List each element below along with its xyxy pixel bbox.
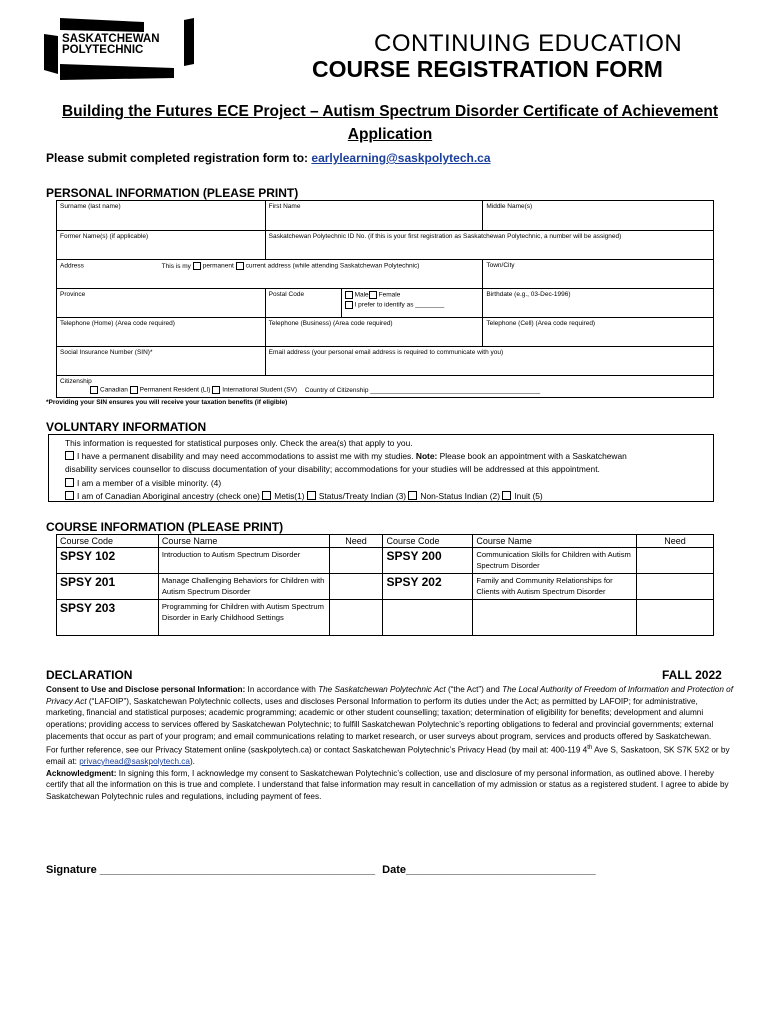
female-checkbox[interactable] — [369, 291, 377, 299]
telephone-business-field[interactable]: Telephone (Business) (Area code required) — [265, 318, 483, 347]
submit-email-link[interactable]: earlylearning@saskpolytech.ca — [311, 151, 491, 165]
logo-line1: SASKATCHEWAN — [62, 33, 160, 45]
prefer-identify-checkbox[interactable] — [345, 301, 353, 309]
aboriginal-checkbox[interactable] — [65, 491, 74, 500]
need-checkbox-spsy102[interactable] — [329, 548, 383, 574]
course-info-heading: COURSE INFORMATION (PLEASE PRINT) — [46, 520, 284, 534]
disability-checkbox[interactable] — [65, 451, 74, 460]
header-continuing-education: CONTINUING EDUCATION — [374, 30, 683, 57]
province-field[interactable]: Province — [57, 289, 266, 318]
current-address-checkbox[interactable] — [236, 262, 244, 270]
voluntary-info-box: This information is requested for statistical purposes only. Check the area(s) that apply to you. I have a permanent disability and may need accommodations to assist me with my studies. Note: Please book an appointment with a Saskatchewan disability services counsellor to discuss documentation of your disability; accommodations for your studies will be addressed at this appointment. I am a member of a visible minority. (4) I am of Canadian Aboriginal ancestry (check one) Metis(1) Status/Treaty Indian (3) Non-Status Indian (2) Inuit (5) — [48, 434, 714, 502]
male-checkbox[interactable] — [345, 291, 353, 299]
course-code: SPSY 202 — [383, 574, 473, 600]
address-field[interactable]: Address This is my permanent current address (while attending Saskatchewan Polytechnic) — [57, 260, 483, 289]
birthdate-field[interactable]: Birthdate (e.g., 03-Dec-1996) — [483, 289, 714, 318]
table-row — [57, 548, 714, 574]
status-indian-checkbox[interactable] — [307, 491, 316, 500]
international-student-checkbox[interactable] — [212, 386, 220, 394]
course-code: SPSY 201 — [57, 574, 159, 600]
declaration-text: Consent to Use and Disclose personal Information: In accordance with The Saskatchewan Polytechnic Act (“the Act”) and The Local Authority of Freedom of Information and Protection of Privacy Act (“LAFOIP”), Saskatchewan Polytechnic collects, uses and discloses Personal Information to perform its duties under the Act; as permitted by LAFOIP; for administrative, marketing, financial and statistical purposes; academic programming; academic or other student counselling; taxation; determination of eligibility for benefits; development and alumni operations; providing access to services offered by Saskatchewan Polytechnic; to fulfill Saskatchewan Polytechnic’s reporting obligations to federal and provincial governments; external placements that occur as part of your program; and email communications relating to market research, or user surveys about program, services and products offered by Saskatchewan. For further reference, see our Privacy Statement online (saskpolytech.ca) or contact Saskatchewan Polytechnic’s Privacy Head (by mail at: 400-119 4th Ave S, Saskatoon, SK S7K 5X2 or by email at: privacyhead@saskpolytech.ca). Acknowledgment: In signing this form, I acknowledge my consent to Saskatchewan Polytechnic’s collection, use and disclosure of my personal information, as outlined above. I hereby certify that all the information on this is true and complete. I understand that false information may result in cancellation of my admission or status as a registered student. I agree to abide by Saskatchewan Polytechnic rules and regulations, including payment of fees. — [46, 685, 733, 802]
first-name-field[interactable]: First Name — [265, 201, 483, 231]
course-name: Programming for Children with Autism Spectrum Disorder in Early Childhood Settings — [158, 600, 329, 636]
date-line[interactable]: Date_______________________________ — [382, 864, 596, 876]
course-code: SPSY 200 — [383, 548, 473, 574]
town-city-field[interactable]: Town/City — [483, 260, 714, 289]
permanent-resident-checkbox[interactable] — [130, 386, 138, 394]
metis-checkbox[interactable] — [262, 491, 271, 500]
privacy-email-link[interactable]: privacyhead@saskpolytech.ca — [79, 756, 190, 766]
gender-field: Male Female I prefer to identify as ________ — [341, 289, 483, 318]
course-table: Course Code Course Name Need Course Code Course Name Need SPSY 102 Introduction to Autism Spectrum Disorder SPSY 200 Communication Skills for Children with Autism Spectrum Disorder SPSY 201 Manage Challenging Behaviors for Children with Autism Spectrum Disorder SPSY 202 Family and Community Relationships for Clients with Autism Spectrum Disorder SPSY 203 Programming for Children with Autism Spectrum Disorder in Early Childhood Settings — [56, 534, 714, 636]
non-status-indian-checkbox[interactable] — [408, 491, 417, 500]
term-label: FALL 2022 — [662, 668, 722, 682]
student-id-field[interactable]: Saskatchewan Polytechnic ID No. (if this is your first registration as Saskatchewan Polytechnic, a number will be assigned) — [265, 231, 713, 260]
visible-minority-checkbox[interactable] — [65, 478, 74, 487]
header-form-title: COURSE REGISTRATION FORM — [312, 56, 663, 82]
need-checkbox-spsy201[interactable] — [329, 574, 383, 600]
logo-line2: POLYTECHNIC — [62, 44, 144, 56]
signature-line[interactable]: Signature _____________________________________________ Date_______________________________ — [46, 864, 596, 876]
citizenship-field: Citizenship Canadian Permanent Resident (LI) International Student (SV) Country of Citizenship _______________________________________________ — [57, 376, 714, 398]
declaration-heading: DECLARATION — [46, 668, 133, 682]
email-field[interactable]: Email address (your personal email address is required to communicate with you) — [265, 347, 713, 376]
course-name: Communication Skills for Children with Autism Spectrum Disorder — [473, 548, 637, 574]
surname-field[interactable]: Surname (last name) — [57, 201, 266, 231]
former-names-field[interactable]: Former Name(s) (if applicable) — [57, 231, 266, 260]
course-code: SPSY 102 — [57, 548, 159, 574]
sin-note: *Providing your SIN ensures you will receive your taxation benefits (if eligible) — [46, 399, 288, 406]
sin-field[interactable]: Social Insurance Number (SIN)* — [57, 347, 266, 376]
course-name: Manage Challenging Behaviors for Children with Autism Spectrum Disorder — [158, 574, 329, 600]
need-checkbox-spsy203[interactable] — [329, 600, 383, 636]
middle-name-field[interactable]: Middle Name(s) — [483, 201, 714, 231]
course-name: Introduction to Autism Spectrum Disorder — [158, 548, 329, 574]
table-row — [57, 600, 714, 636]
voluntary-info-heading: VOLUNTARY INFORMATION — [46, 420, 207, 434]
saskpolytech-logo — [44, 18, 194, 80]
course-name: Family and Community Relationships for Clients with Autism Spectrum Disorder — [473, 574, 637, 600]
postal-code-field[interactable]: Postal Code — [265, 289, 341, 318]
telephone-home-field[interactable]: Telephone (Home) (Area code required) — [57, 318, 266, 347]
permanent-address-checkbox[interactable] — [193, 262, 201, 270]
telephone-cell-field[interactable]: Telephone (Cell) (Area code required) — [483, 318, 714, 347]
personal-info-heading: PERSONAL INFORMATION (PLEASE PRINT) — [46, 186, 299, 200]
canadian-checkbox[interactable] — [90, 386, 98, 394]
page-title: Building the Futures ECE Project – Autism Spectrum Disorder Certificate of Achievement Application — [61, 103, 718, 143]
table-row — [57, 574, 714, 600]
submit-instructions: Please submit completed registration form to: earlylearning@saskpolytech.ca — [46, 151, 491, 165]
course-code: SPSY 203 — [57, 600, 159, 636]
need-checkbox-spsy202[interactable] — [637, 574, 714, 600]
need-checkbox-spsy200[interactable] — [637, 548, 714, 574]
personal-info-table — [56, 200, 714, 398]
inuit-checkbox[interactable] — [502, 491, 511, 500]
